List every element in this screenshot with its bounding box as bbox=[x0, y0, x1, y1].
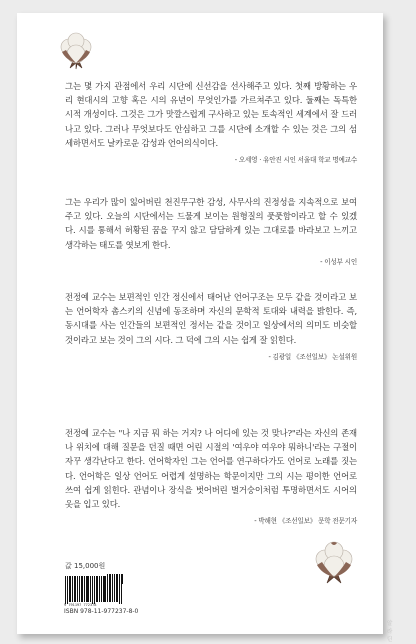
book-back-cover bbox=[17, 13, 393, 643]
review-text: 그는 우리가 많이 잃어버린 천진무구한 감성, 사무사의 진정성을 지속적으로 보여주고 있다. 오늘의 시단에서는 드물게 보이는 원형질의 풋풋함이라고 할 수 있겠다. 시를 통해서 허황된 꿈을 꾸지 않고 담담하게 있는 그대로를 바라보고 느끼고 생각하는 태도를 엿보게 한다. bbox=[65, 197, 357, 250]
review-blurb bbox=[65, 426, 357, 525]
review-text: 전정예 교수는 "나 지금 뭐 하는 거지? 나 어디에 있는 것 맞나?"라는 자신의 존재나 위치에 대해 질문을 던질 때면 어린 시절의 '여우야 여우야 뭐하니'라는 구절이 자꾸 생각난다고 한다. 언어학자인 그는 언어를 연구하다가도 언어로 노래를 짓는다. 언어학은 일상 언어도 어렵게 설명하는 학문이지만 그의 시는 평이한 언어로 쓰여 쉽게 읽힌다. 관념이나 장식을 벗어버린 벌거숭이처럼 투명하면서도 시어의 옷을 입고 있다. bbox=[65, 428, 357, 510]
price-label: 값 15,000원 bbox=[65, 562, 106, 570]
review-source: - 김광일 《조선일보》 논설위원 bbox=[268, 352, 357, 361]
barcode-number: 9 791197 772378 bbox=[64, 603, 97, 607]
ean-barcode bbox=[64, 576, 124, 604]
review-blurb bbox=[65, 79, 357, 164]
cotton-boll-icon bbox=[311, 539, 357, 585]
review-source: - 박해현 《조선일보》 문학 전문기자 bbox=[254, 517, 357, 526]
review-text: 전정예 교수는 보편적인 인간 정신에서 태어난 언어구조는 모두 같을 것이라고 보는 언어학자 촘스키의 신념에 동조하며 자신의 문학적 토대와 내력을 밝힌다. 즉, 동시대를 사는 인간들의 보편적인 정서는 같을 것이고 일상에서의 의미도 비슷할 것이라고 보는 것이 그의 시다. 그 덕에 그의 시는 쉽게 잘 읽힌다. bbox=[65, 292, 357, 345]
review-blurb bbox=[65, 290, 357, 361]
review-blurb bbox=[65, 195, 357, 266]
review-text: 그는 몇 가지 관점에서 우리 시단에 신선감을 선사해주고 있다. 첫째 방황하는 우리 현대시의 고향 혹은 시의 유년이 무엇인가를 가르쳐주고 있다. 둘째는 독특한 시적 개성이다. 그것은 그가 맛깔스럽게 구사하고 있는 토속적인 세계에서 잘 드러나고 있다. 그러나 무엇보다도 안심하고 그를 시단에 소개할 수 있는 것은 그의 섬세하면서도 날카로운 감성과 언어의식이다. bbox=[65, 81, 357, 148]
watermark: 알라딘 bbox=[387, 621, 393, 643]
isbn-label: ISBN 978-11-977237-8-0 bbox=[64, 608, 139, 615]
review-source: - 오세영 · 유안진 시인 서울대 학교 명예교수 bbox=[234, 156, 357, 165]
review-source: - 이성부 시인 bbox=[320, 257, 357, 266]
cotton-boll-icon bbox=[56, 30, 96, 70]
